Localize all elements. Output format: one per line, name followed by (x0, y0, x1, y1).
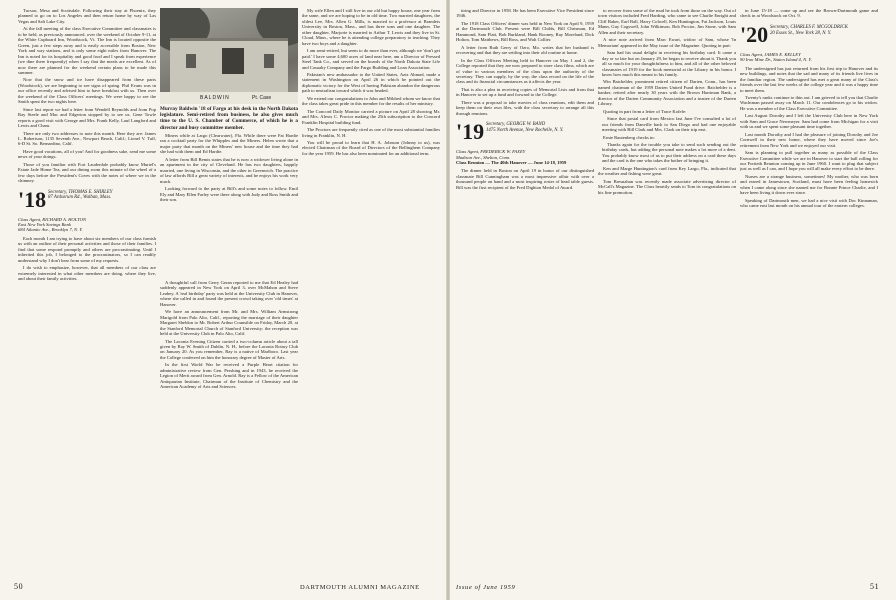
paragraph: I am semi-retired, but seem to do more than ever, although we 'don't get paid.' I have some 4,600 acres of land near here, am a Director of Pressed Steel Tank Co., and served on the boards of the North Dakota State Life and Casualty Company and the Fargo Building and Loan Association. (302, 48, 440, 70)
right-column-3 (740, 8, 878, 590)
left-column-2-top (160, 133, 298, 278)
left-column-3 (302, 8, 440, 590)
photo-figure (186, 54, 196, 68)
agent-address-1: East New York Savings Bank (18, 222, 71, 227)
paragraph: There are only two addresses to note this month. Here they are: James L. Robertson, 1135 Seventh Ave., Newport Beach, Calif.; Lionel V. Tuff, 6-D St. So. Bernardino, Calif. (18, 130, 156, 147)
paragraph: At the fall meeting of the class Executive Committee and classmates is to be held, as previously announced, over the weekend of October 9-11, at the White Cupboard Inn, Woodstock, Vt. The Inn is located opposite the Green, just a few steps away and is easily accessible from Boston, New York and way stations, and is only some eight miles from Hanover. The Inn is noted for its hospitality and good food and I speak from experience (we dine there frequently) when I say that the meals are excellent. As of now there are planned for the weekend certain plans to be made this summer. (18, 26, 156, 75)
nameplate-text: Pt. Case (252, 95, 272, 101)
secretary-name: Secretary, GEORGE W. BAND (486, 122, 546, 128)
right-column-1 (456, 8, 594, 590)
secretary-name: Secretary, CHARLES F. MCGOLDRICK (770, 24, 848, 30)
nameplate-text: BALDWIN (200, 95, 230, 101)
class-1920-header (740, 23, 878, 49)
paragraph: Pakistan's new ambassador to the United States, Aziz Ahmad, made a statement in Washington on April 26 in which he pointed out the diplomatic victory for the West of having Pakistan abandon the dangerous path to neutralism toward which it was headed. (302, 71, 440, 94)
paragraph: Twenty's ranks continue to thin out. I am grieved to tell you that Charlie Wachtman passed away on March 11. Our condolences go to his widow. He was a member of the Class Executive Committee. (740, 94, 878, 111)
paragraph: I do wish to emphasize, however, that all members of our class are extremely interested in what other members are doing, where they live, and about their family activities. (18, 265, 156, 281)
paragraph: The undersigned has just returned from his first trip to Hanover and its new buildings, and notes that the sad and many of its friends live lives in the familiar region. The undersigned has met a great many of the Class's friends over the last few weeks of the college year and it was a happy time to meet them. (740, 65, 878, 93)
paragraph: Those of you familiar with Fort Lauderdale probably know Muriel's Estate Jade Home Tea, and our dining room this minute of the wheel of a few days before the President's Coves with the notes of where we in the chimney. (18, 161, 156, 184)
secretary-address: 87 Ardsorum Rd., Walban, Mass. (48, 195, 112, 201)
secretary-address: 1475 North Avenue, New Rochelle, N. Y. (486, 127, 564, 133)
paragraph: A letter from Bill Bemis states that he is now a widower living alone in an apartment in the city of Cleveland. He has two daughters, happily married, one living in Wisconsin, and the other in Greenwich. The practice of law affords Bill a great variety of interests, and he enjoys his work very much. (160, 156, 298, 184)
class-agent (456, 149, 594, 165)
photo-figure (222, 48, 244, 74)
agent-address-2: 684 Atlantic Ave., Brooklyn 7, N. Y. (18, 227, 83, 233)
paragraph: A thoughtful call from Gerry Geran reported to me that Ed Healey had suddenly appeared in New York on April 3, over McMahon and Steve Leahey. A 'real birthday' party was held at the University Club in Hanover, where she called in and found the present crowd taking over 'old times' at Hanover. (160, 280, 298, 307)
agent-name: Class Agent, JAMES E. KELLEY (740, 51, 801, 57)
baldwin-photo (160, 8, 298, 104)
photo-figure (264, 54, 274, 68)
paragraph: Ken and Marge Huntington's card from Key Largo, Fla., indicated that the weather and fishing were great. (598, 165, 736, 177)
paragraph: The 1918 Class Officers' dinner was held in New York on April 9, 1959 at the Dartmouth Club. Present were Bill Childs, Bill Chrisman, Ed Hammond, Sam Flatt, Bob Burkland, Hank Rooney, Ray Moreland, Dick Holton, Tom Matthews, Bill Ross, and Walt Collier. (456, 20, 594, 43)
paragraph: That is also a plea in receiving copies of Memorial Lists and from that in Hanover to set up a fund and forward to the College. (456, 86, 594, 98)
photo-caption: Murray Baldwin '18 of Fargo at his desk in the North Dakota legislature. Semi-retired from business, he also gives much time to the U. S. Chamber of Commerce, of which he is a director and busy committee member. (160, 106, 298, 131)
secretary-address: 20 Essex St., New York 28, N. Y. (770, 30, 832, 36)
paragraph: Sam is planning to pull together as many as possible of the Class Executive Committee while we are in Hanover to start the ball rolling for our Fortieth Reunion coming up in June 1960. I want to plug that subject just as well as I can, and I hope you will all make every effort to be there. (740, 150, 878, 172)
paragraph: Tom Bresnahan was recently made associate advertising director of McCall's Magazine. The Class heartily sends to Tom its congratulations on his fine promotion. (598, 178, 736, 195)
paragraph: Quoting in part from a letter of Trace Kofele: (603, 108, 687, 114)
paragraph: A letter from Ruth Gerry of Ozro, Mo. writes that her husband is recovering and that they are settling into their old routine at home. (456, 44, 594, 56)
paragraph: Speaking of Dartmouth men, we had a nice visit with Doc Kinnaman, who came east last month on his annual tour of the eastern colleges. (740, 197, 878, 209)
paragraph: Thanks again for the trouble you take to send such sending out the birthday cards, but adding the personal note makes a lot more of a dent. You probably know most of us to put their address on a card these days and the card is the one who takes the bother of bringing it. (602, 141, 736, 164)
paragraph: The dinner held in Boston on April 19 in honor of our distinguished classmate Bill Cunningham was a most impressive affair with over a thousand people on hand and a most inspiring roster of head table guests. Bill was the first recipient of the Fred Dighton Medal of Award. (456, 168, 594, 190)
paragraph: Win Batchelder, prominent retired citizen of Darien, Conn., has been named chairman of the 1959 Darien United Fund drive. Batchelder is a banker, retired after nearly 30 years with the Brown Harriman Bank, a director of the Darien Community Association and a trustee of the Darien Library. (598, 79, 736, 107)
paragraph: In the first World War he received a Purple Heart citation for administrative review from Gen. Pershing and in 1943, he received the Legion of Merit award from Gen. Arnold. Ray is a Fellow of the American Antiquarian Institute, Chairman of the Institute of Chemistry and the American Academy of Arts and Sciences. (160, 362, 298, 390)
class-secretary (486, 122, 563, 133)
paragraph: There was a proposal to take movies of class reunions, edit them and keep them on their own files, with the class secretary to arrange all this through reunions. (456, 99, 594, 116)
issue-label: Issue of June 1959 (456, 584, 516, 591)
class-1918-header (18, 188, 156, 214)
class-year: '20 (740, 21, 769, 47)
paragraph: tiring and Director in 1958. He has been Executive Vice President since 1946. (456, 8, 594, 19)
paragraph: to recover from some of the mud he took from those on the way. Out of town visitors included Fred Harding, who came to see Charlie Enright and Cliff Baker, Earl Ball, Harry Colwell, Ken Huntington, Fat Jackson, Louis Mann, Guy Cogswell, John Wilkinson, Bob Proctor, Jim Stone, with Sam Allen and their secretary. (598, 8, 736, 35)
class-secretary (770, 25, 848, 36)
paragraph: The Concord Daily Monitor carried a picture on April 28 showing Mr. and Mrs. Alexis C. Proctor making the 25th subscription to the Concord Franklin Hospital building fund. (302, 108, 440, 125)
class-year: '19 (456, 119, 485, 145)
class-agent (18, 217, 156, 233)
desk-nameplate (160, 92, 298, 104)
agent-address-1: Madison Ave., Shelton, Conn. (456, 154, 511, 160)
agent-address-1: 90 Iron Mine Dr., Staten Island 4, N. Y. (740, 57, 812, 63)
paragraph: We extend our congratulations to John and Mildred whom we know that the class takes great pride in this member for the results of her ministry. (302, 95, 440, 107)
paragraph: My wife Ellen and I still live in our old but happy house, one year from the same, and we are hoping to be in old time. Two married daughters, the oldest Lee, Mrs. Allen G. Mills, is married to a professor at Brandeis University in Boston, Mass., and has three sons and one daughter. The other daughter, Marjorie is married to Arthur T. Lewis and they live in St. Cloud, Minn., where he is attending college preparatory to teaching. They have two boys and a daughter. (302, 8, 440, 46)
paragraph: We have an announcement from Mr. and Mrs. William Armstrong Marigold from Palo Alto, Calif., reporting the marriage of their daughter Margaret Sheldon to Mr. Robert Arthur Counsilde on Friday, March 20, at the Stanford Memorial Church of Stanford University; the reception was held at the University Club in Palo Alto, Calif. (160, 309, 298, 337)
class-secretary (48, 190, 112, 201)
left-column-1 (18, 8, 156, 590)
agent-name: Class Agent, RICHARD A. HOLTON (18, 216, 87, 222)
paragraph: Last August Dorothy and I left the University Club here in New York with Sam and Grace Newmeyer. Sam had come from Michigan for a visit with us and we spent some pleasant time together. (740, 113, 878, 130)
class-agent (740, 52, 878, 63)
paragraph: Nurses are a strange business, sometimes! My mother, who was born and reared in Jamestown, Scotland, must have been feeling homesick when I came along since she named me for Bonnie Prince Charlie, and I have been living it down ever since. (740, 173, 878, 196)
paragraph: The Laconia Evening Citizen carried a two-column article about a tall given by Ray W. Smith of Dublin, N. H., before the Laconia Rotary Club on January 20. As you remember, Ray is a native of Marlboro. Last year the College conferred on him the honorary degree of Master of Arts. (160, 338, 298, 360)
class-1919-header (456, 120, 594, 146)
magazine-title: DARTMOUTH ALUMNI MAGAZINE (300, 584, 420, 591)
secretary-name: Secretary, THOMAS E. SHIRLEY (48, 189, 113, 195)
class-year: '18 (18, 186, 47, 212)
left-page (0, 0, 446, 600)
paragraph: Looking forward to the party at Bill's and some notes to follow. Emil Ely and Mary Ellen Farley were there along with Judy and Ross Smith and their son. (160, 186, 298, 202)
agent-name: Class Agent, FREDERICK W. FAXEY (456, 149, 526, 155)
paragraph: Tucson, Mesa and Scottsdale. Following their stay at Phoenix, they planned to go on to Los Angeles and then return home by way of Las Vegas and Salt Lake City. (18, 8, 156, 24)
paragraph: The Proctors are frequently cited as one of the most substantial families living in Franklin, N. H. (302, 127, 440, 138)
paragraph: A nice note arrived from Marc Ewart, widow of Sam, whose 'In Memoriam' appeared in the May issue of the Magazine. Quoting in part: (598, 37, 736, 48)
left-column-2 (160, 280, 298, 582)
page-number: 51 (870, 582, 880, 591)
paragraph: in June 15-18 — come up and see the Brown-Dartmouth game and check in at Woodstock on Oct. 9. (740, 8, 878, 19)
paragraph: Ernie Rautenberg checks in: (603, 134, 655, 140)
right-column-2 (598, 8, 736, 582)
page-number: 50 (14, 582, 24, 591)
paragraph: Miners while at Largo (Clearwater), Fla. While there were Fat Hardie ran a cocktail party for the Whipples and the Miners. Helen wrote that a major party that month on the Miners' new house and the time they had she had with them and Ed Hardie. (160, 133, 298, 155)
paragraph: Last month Dorothy and I had the pleasure of joining Dorothy and Joe Cornwell in their new home, where they have moved since Joe's retirement from New York and we enjoyed our visit. (740, 131, 878, 148)
paragraph: In the Class Officers Meeting held in Hanover on May 1 and 2, the College reported that they are now prepared to store class films, which are of value to various members of the class upon the authority of the secretary. They can supply, by the way, the class record on the life of the class and its financial circumstances as it affects the year. (456, 57, 594, 85)
paragraph: Now that the snow and ice have disappeared from these parts (Woodstock), we are beginning to see signs of spring. Phil Evans was in our office recently and advised him to have breakfast with us. Then over the weekend of the Class Officers' meetings. We were happy to see the Smith spent the two nights here. (18, 77, 156, 105)
paragraph: Since last report we had a letter from Wendell Reynolds and from Pop Ray Steele and Mac and Edgerton stopped by to see us. Gene Towle reports a good visit with George and Mrs. Frank Kelly, Lauf Langford and Lewis and Cham. (18, 106, 156, 129)
paragraph: Have good vacations, all of you! And for goodness sake, send me some news of your doings. (18, 148, 156, 160)
paragraph: Each month I am trying to have about six members of our class furnish us with an outline of their personal activities and those of their families. I find that some respond promptly and others are procrastinating. Until I inherited this job, I belonged to the procrastinators, so I can readily understand why I don't hear from some of my requests. (18, 235, 156, 263)
paragraph: You will be proud to learn that H. A. Johnson (Johnny to us), was elected Chairman of the Board of Directors of the Bellinghem Company for the year 1959. He has also been nominated for an additional term. (302, 139, 440, 156)
reunion-notice: Class Reunion — The 40th Hanover — June 14-18, 1959 (456, 159, 567, 165)
paragraph: Since that postal card from Mexico last June I've consulted a lot of our friends from Danville back to San Diego and had one enjoyable meeting with Bill Clark and Mrs. Clark on their trip east. (602, 116, 736, 133)
paragraph: Sam had his usual delight in receiving his birthday card. It came a day or so late but on January 29, he began to receive about it. Thank you all so much for your thoughtfulness to him, and all of the other beloved classmates of 1919 for the book memorial at the Library in his honor. I know how much this meant to his family. (602, 50, 736, 77)
